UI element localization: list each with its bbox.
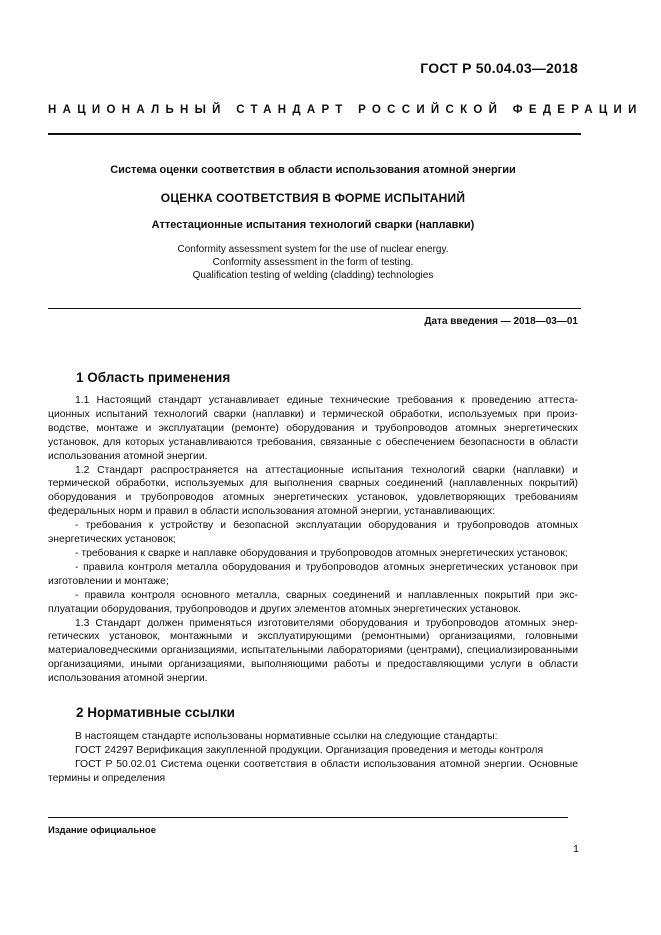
list-item: - правила контроля основного металла, сварных соединений и наплавленных покрытий при эксплуатации оборудования, трубопроводов и других элементов атомных энергетических установок.: [48, 589, 578, 615]
section-1-heading: 1 Область применения: [76, 370, 231, 385]
title-block: [48, 164, 578, 282]
footer-rule: [48, 817, 568, 818]
section-1-body: [48, 394, 578, 686]
middle-rule: [48, 308, 581, 309]
document-code: ГОСТ Р 50.04.03—2018: [420, 60, 578, 76]
paragraph: В настоящем стандарте использованы нормативные ссылки на следующие стандарты:: [75, 731, 498, 742]
system-title: Система оценки соответствия в области использования атомной энергии: [110, 164, 516, 176]
section-2-body: [48, 730, 578, 786]
subtitle: Аттестационные испытания технологий сварки (наплавки): [151, 219, 475, 231]
paragraph: 1.1 Настоящий стандарт устанавливает единые технические требования к проведению аттестационных испытаний технологий сварки (наплавки) и термической обработки, используемых при производстве, монтаже и эксплуатации (ремонте) оборудования и трубопроводов атомных энергетических установок, для которых устанавливаются требования, связанные с обеспечением безопасности в области использования атомной энергии.: [48, 395, 578, 462]
official-edition-label: Издание официальное: [48, 825, 156, 836]
top-rule: [48, 133, 581, 135]
list-item: - правила контроля металла оборудования и трубопроводов атомных энергетических установок при изготовлении и монтаже;: [48, 561, 578, 587]
reference-item: ГОСТ 24297 Верификация закупленной продукции. Организация проведения и методы контроля: [75, 744, 544, 756]
paragraph: 1.3 Стандарт должен применяться изготовителями оборудования и трубопроводов атомных энергетических установок, монтажными и эксплуатирующими (ремонтными) организациями, головными материаловедческими организациями, испытательными лабораториями (центрами), специализированными организациями, иными организациями, выполняющими работы и предоставляющими услуги в области использования атомной энергии.: [48, 617, 578, 685]
main-title: ОЦЕНКА СООТВЕТСТВИЯ В ФОРМЕ ИСПЫТАНИЙ: [160, 191, 466, 205]
reference-item: ГОСТ Р 50.02.01 Система оценки соответствия в области использования атомной энергии. Основные термины и определения: [48, 758, 578, 784]
english-title-line: Conformity assessment system for the use of nuclear energy.: [177, 244, 449, 255]
section-2-heading: 2 Нормативные ссылки: [76, 705, 235, 720]
national-standard-banner: НАЦИОНАЛЬНЫЙ СТАНДАРТ РОССИЙСКОЙ ФЕДЕРАЦИИ: [48, 104, 643, 116]
english-title-line: Conformity assessment in the form of testing.: [212, 257, 414, 268]
introduction-date: Дата введения — 2018—03—01: [424, 316, 578, 327]
english-title-line: Qualification testing of welding (cladding) technologies: [192, 270, 434, 281]
list-item: - требования к устройству и безопасной эксплуатации оборудования и трубопроводов атомных энергетических установок;: [48, 520, 578, 546]
list-item: - требования к сварке и наплавке оборудования и трубопроводов атомных энергетических установок;: [75, 547, 568, 559]
page-number: 1: [573, 843, 579, 855]
paragraph: 1.2 Стандарт распространяется на аттестационные испытания технологий сварки (наплавки) и термической обработки, используемых для выполнения сварных соединений (наплавленных покрытий) оборудования и трубопроводов атомных энергетических установок, удовлетворяющих требованиям федеральных норм и правил в области использования атомной энергии, устанавливающих:: [48, 464, 578, 518]
english-title: [48, 243, 578, 282]
